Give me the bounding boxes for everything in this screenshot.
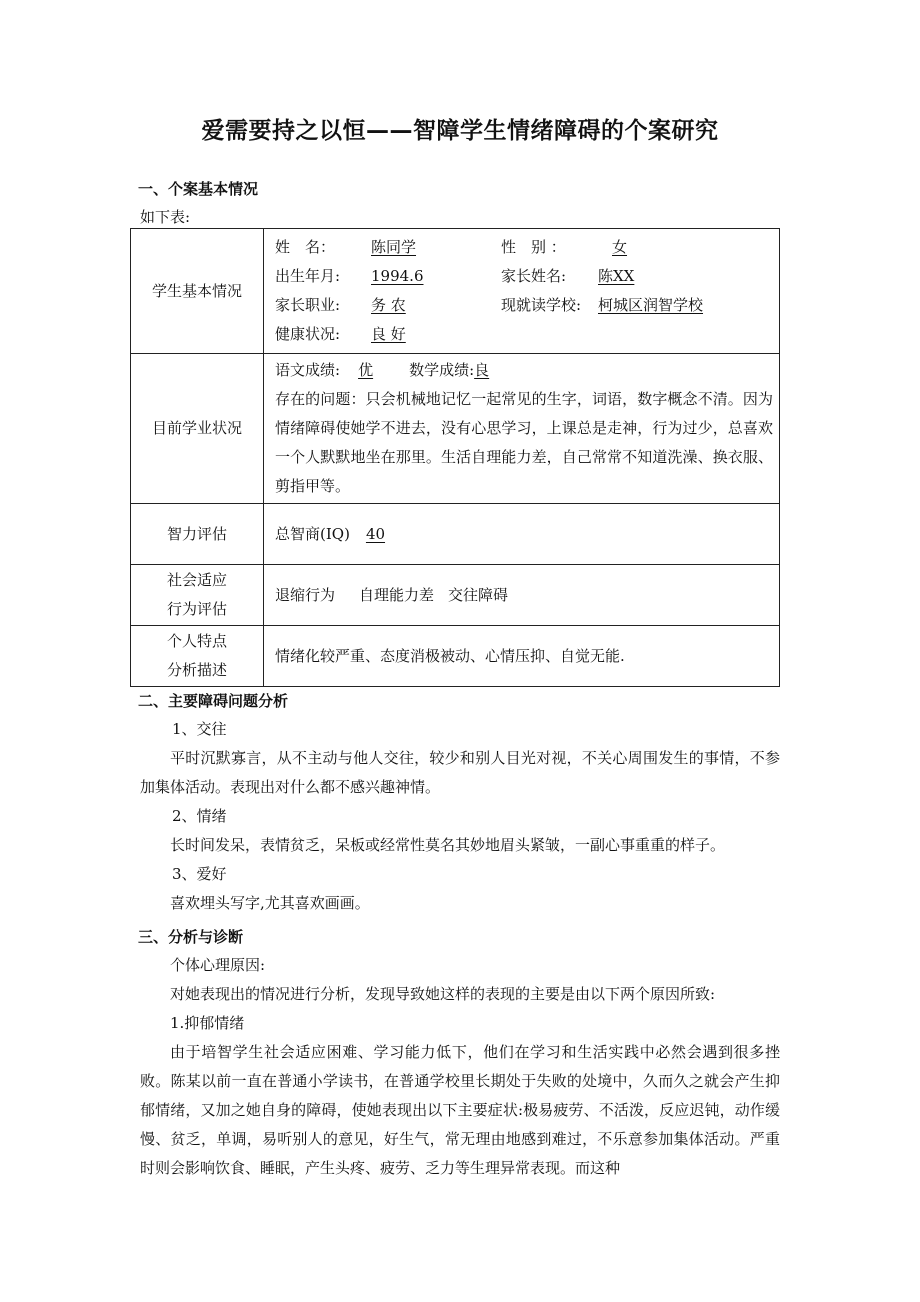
health-label: 健康状况: — [275, 325, 341, 343]
label-personal-line1: 个人特点 — [166, 632, 227, 650]
value-basic — [264, 229, 780, 354]
section3-heading: 三、分析与诊断 — [138, 928, 244, 946]
birth-label: 出生年月: — [275, 267, 341, 285]
name-label: 姓 名： — [275, 238, 336, 256]
section1-intro: 如下表: — [140, 208, 191, 226]
label-adaptive — [131, 565, 264, 626]
iq-label: 总智商(IQ) — [275, 524, 350, 543]
gender-label: 性 别 ： — [501, 238, 566, 256]
section3-line1: 个体心理原因: — [170, 956, 266, 974]
gender-value: 女 — [612, 238, 628, 256]
label-personal — [131, 626, 264, 687]
section2-sub1-text: 平时沉默寡言，从不主动与他人交往，较少和别人目光对视，不关心周围发生的事情，不参加集体活动。表现出对什么都不感兴趣神情。 — [140, 749, 780, 796]
parent-label: 家长姓名: — [501, 267, 567, 285]
chinese-value: 优 — [358, 361, 374, 379]
label-adaptive-line2: 行为评估 — [166, 600, 227, 618]
section3-sub1-text: 由于培智学生社会适应困难、学习能力低下，他们在学习和生活实践中必然会遇到很多挫败。陈某以前一直在普通小学读书，在普通学校里长期处于失败的处境中，久而久之就会产生抑郁情绪，又加之她自身的障碍，使她表现出以下主要症状:极易疲劳、不活泼，反应迟钝，动作缓慢、贫乏，单调，易听别人的意见，好生气，常无理由地感到难过，不乐意参加集体活动。严重时则会影响饮食、睡眠，产生头疼、疲劳、乏力等生理异常表现。而这种 — [140, 1043, 780, 1177]
school-label: 现就读学校: — [501, 296, 582, 314]
row-intelligence — [131, 504, 780, 565]
row-academic — [131, 354, 780, 504]
value-personal: 情绪化较严重、态度消极被动、心情压抑、自觉无能. — [264, 626, 780, 687]
value-intelligence — [264, 504, 780, 565]
adaptive-item-1: 退缩行为 — [275, 585, 336, 604]
job-value: 务 农 — [371, 296, 406, 314]
section3-sub1-title: 1.抑郁情绪 — [170, 1014, 245, 1032]
job-label: 家长职业: — [275, 296, 341, 314]
student-info-table — [130, 228, 780, 687]
adaptive-item-3: 交往障碍 — [448, 585, 509, 604]
label-intelligence: 智力评估 — [131, 504, 264, 565]
section2-sub1-title: 1、交往 — [172, 720, 227, 738]
label-personal-line2: 分析描述 — [166, 661, 227, 679]
label-adaptive-line1: 社会适应 — [166, 571, 227, 589]
section2-sub3-text: 喜欢埋头写字,尤其喜欢画画。 — [170, 894, 370, 912]
row-basic — [131, 229, 780, 354]
value-adaptive — [264, 565, 780, 626]
birth-value: 1994.6 — [371, 267, 424, 285]
document-title: 爱需要持之以恒——智障学生情绪障碍的个案研究 — [201, 118, 719, 144]
section2-sub3-title: 3、爱好 — [172, 865, 227, 883]
school-value: 柯城区润智学校 — [598, 296, 704, 314]
section3-line2: 对她表现出的情况进行分析，发现导致她这样的表现的主要是由以下两个原因所致: — [170, 985, 716, 1003]
section2-heading: 二、主要障碍问题分析 — [138, 692, 289, 710]
adaptive-item-2: 自理能力差 — [359, 585, 435, 604]
health-value: 良 好 — [371, 325, 406, 343]
label-academic: 目前学业状况 — [131, 354, 264, 504]
math-label: 数学成绩: — [409, 361, 475, 379]
value-academic — [264, 354, 780, 504]
row-personal — [131, 626, 780, 687]
math-value: 良 — [474, 361, 490, 379]
name-value: 陈同学 — [371, 238, 417, 256]
parent-value: 陈XX — [598, 267, 635, 285]
academic-problems: 存在的问题：只会机械地记忆一起常见的生字，词语，数字概念不清。因为情绪障碍使她学不进去，没有心思学习，上课总是走神，行为过少，总喜欢一个人默默地坐在那里。生活自理能力差，自己常常不知道洗澡、换衣服、剪指甲等。 — [275, 390, 773, 495]
label-basic: 学生基本情况 — [131, 229, 264, 354]
section1-heading: 一、个案基本情况 — [138, 180, 259, 198]
section2-sub2-title: 2、情绪 — [172, 807, 227, 825]
iq-value: 40 — [365, 524, 386, 543]
chinese-label: 语文成绩: — [275, 361, 341, 379]
row-adaptive — [131, 565, 780, 626]
section2-sub2-text: 长时间发呆，表情贫乏，呆板或经常性莫名其妙地眉头紧皱，一副心事重重的样子。 — [170, 836, 726, 854]
